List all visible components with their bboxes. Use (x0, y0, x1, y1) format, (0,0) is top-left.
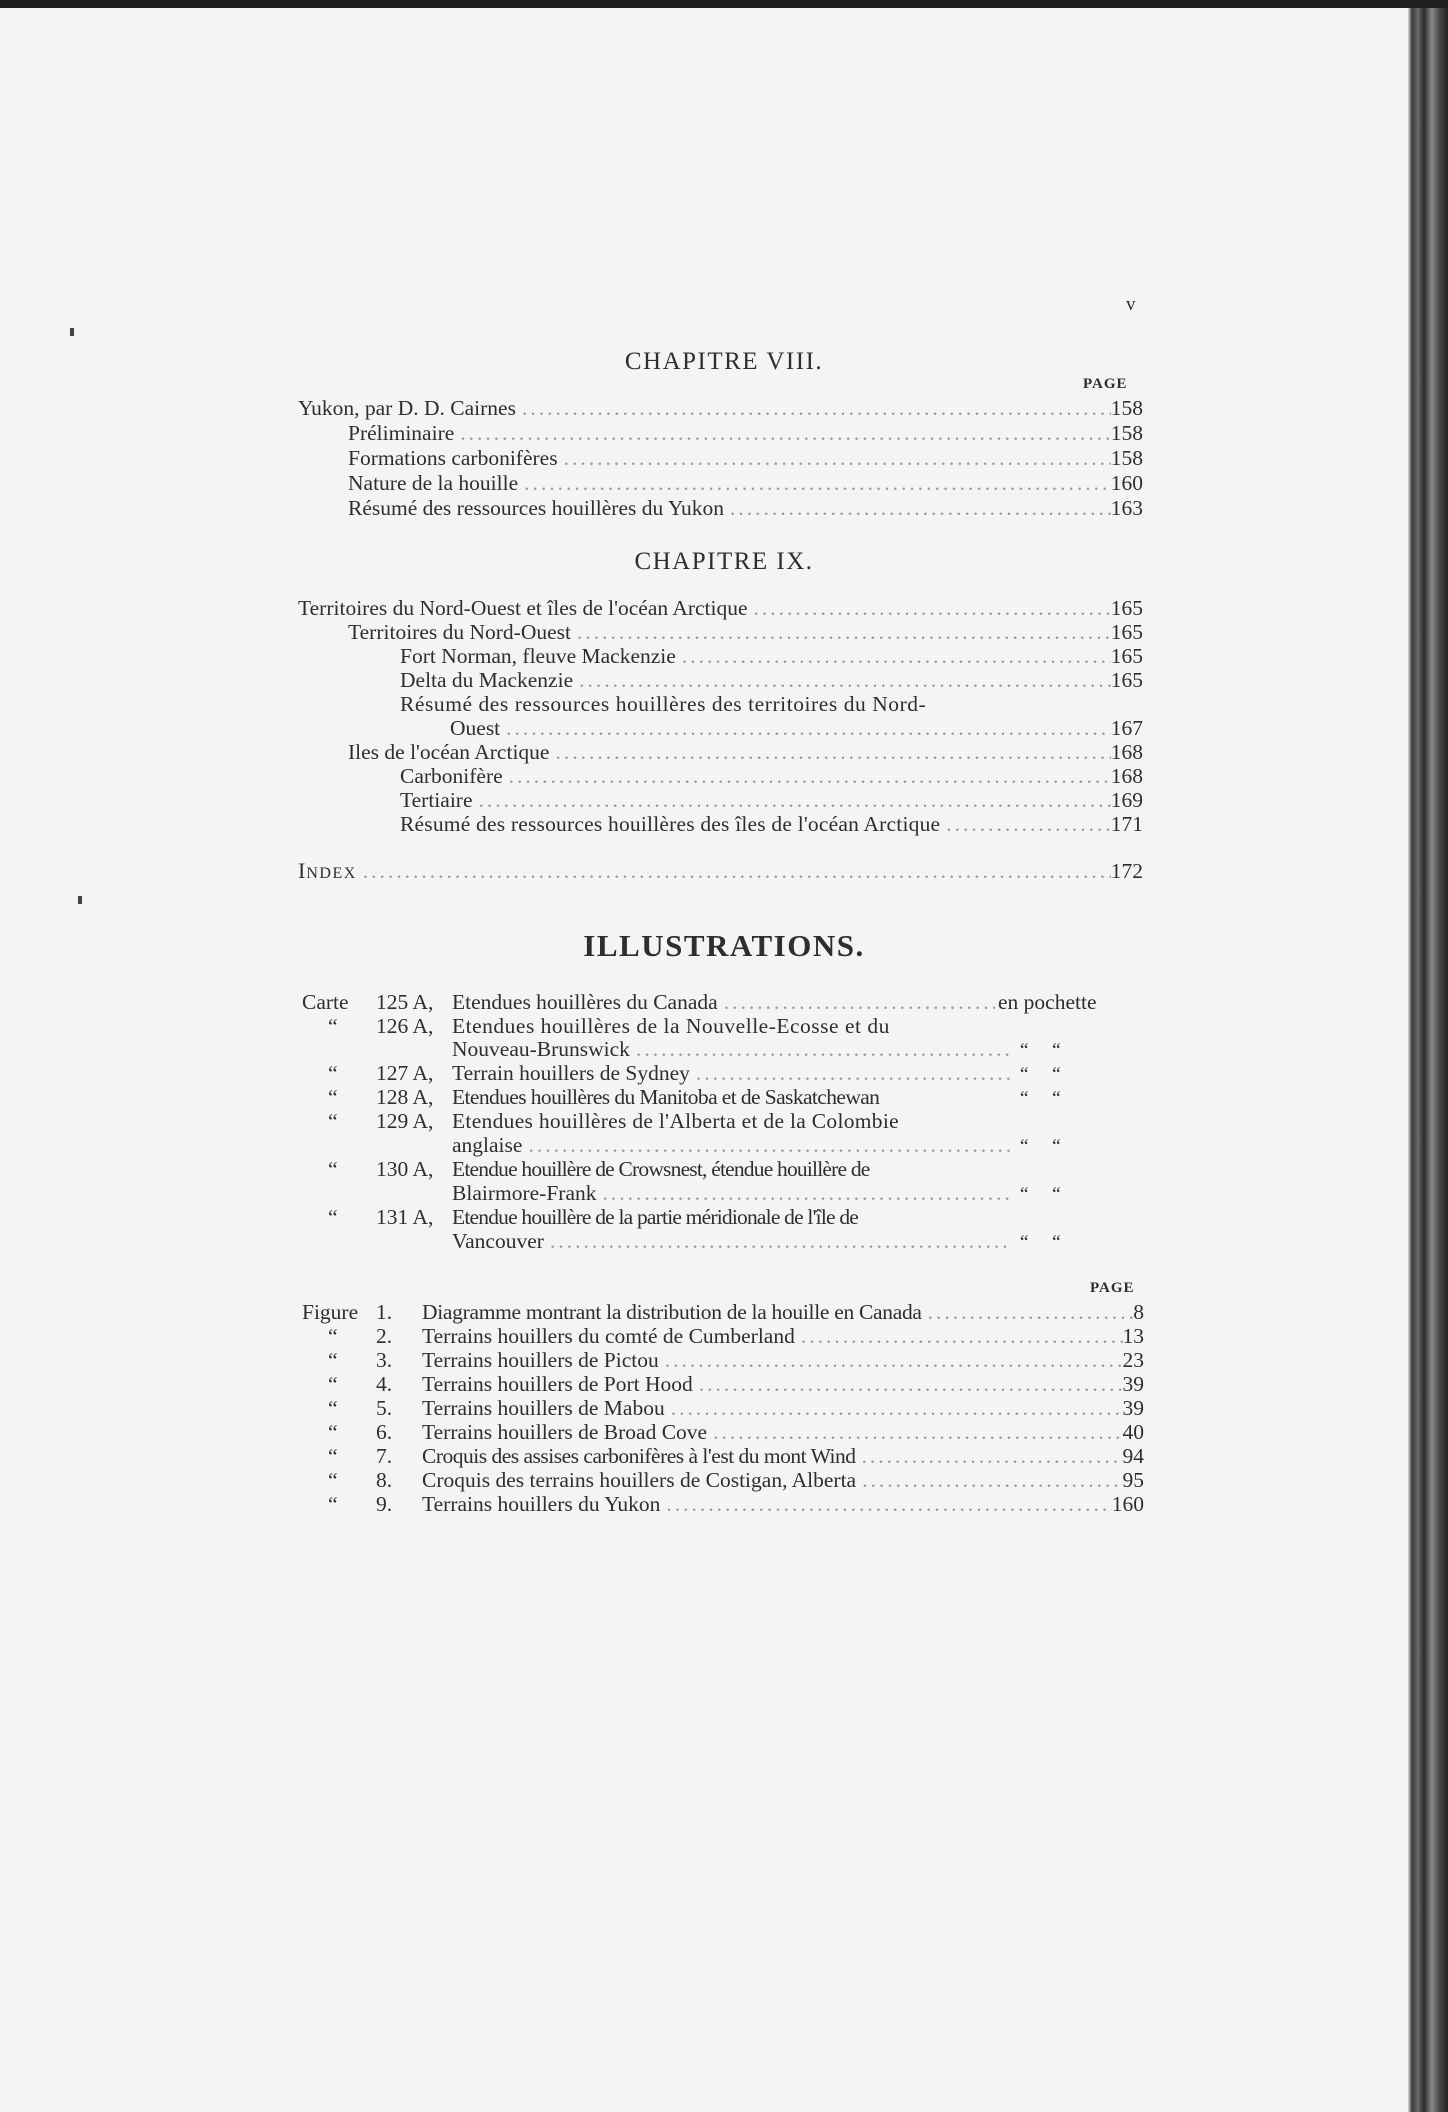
toc-entry[interactable] (348, 740, 1143, 765)
toc-entry[interactable] (400, 764, 1143, 789)
figure-title: Terrains houillers de Mabou (422, 1396, 665, 1420)
dot-leader (707, 1420, 1122, 1445)
figure-number: 8. (376, 1468, 393, 1492)
dot-leader (549, 740, 1110, 765)
dot-leader (856, 1444, 1123, 1469)
toc-entry-page: 165 (1110, 668, 1143, 692)
map-label: Carte (302, 990, 349, 1014)
map-title: Blairmore-Frank (452, 1181, 597, 1205)
dot-leader (630, 1037, 1012, 1062)
figure-page: 39 (1122, 1396, 1144, 1420)
figure-label: “ (328, 1348, 338, 1372)
toc-entry[interactable] (400, 812, 1143, 837)
figure-entry[interactable] (422, 1492, 1144, 1517)
map-label: “ (328, 1205, 338, 1229)
toc-entry-title: Résumé des ressources houillères du Yukon (348, 496, 724, 520)
toc-entry-title: Résumé des ressources houillères des îles de l'océan Arctique (400, 812, 941, 836)
dot-leader (724, 496, 1111, 521)
toc-entry-page: 158 (1110, 421, 1143, 445)
map-location: “ “ (1020, 1040, 1061, 1061)
map-number: 127 A, (376, 1061, 434, 1085)
dot-leader (676, 644, 1111, 669)
map-location: “ “ (1020, 1088, 1061, 1109)
toc-entry-title: Formations carbonifères (348, 446, 558, 470)
chapter-8-title: CHAPITRE VIII. (624, 348, 824, 375)
dot-leader (922, 1300, 1134, 1325)
figure-page: 23 (1122, 1348, 1144, 1372)
figure-number: 5. (376, 1396, 393, 1420)
map-title[interactable]: Etendue houillère de Crowsnest, étendue houillère de (452, 1157, 870, 1181)
toc-entry-index[interactable] (298, 858, 1143, 883)
map-label: “ (328, 1085, 338, 1109)
dot-leader (573, 668, 1111, 693)
figure-page: 95 (1122, 1468, 1144, 1492)
toc-entry-title: INDEX (298, 858, 357, 883)
toc-entry-title: Territoires du Nord-Ouest et îles de l'océan Arctique (298, 596, 748, 620)
map-number: 130 A, (376, 1157, 434, 1181)
figure-entry[interactable] (422, 1372, 1144, 1397)
page-number: v (1126, 294, 1136, 315)
figure-entry[interactable] (422, 1324, 1144, 1349)
toc-entry[interactable] (450, 716, 1143, 741)
toc-entry-page: 167 (1110, 716, 1143, 740)
dot-leader (660, 1492, 1111, 1517)
dot-leader (856, 1468, 1122, 1493)
figure-title: Croquis des assises carbonifères à l'est du mont Wind (422, 1444, 856, 1468)
map-title: Vancouver (452, 1229, 544, 1253)
toc-entry[interactable] (348, 446, 1143, 471)
dot-leader (500, 716, 1111, 741)
map-number: 131 A, (376, 1205, 434, 1229)
map-entry[interactable] (452, 990, 995, 1015)
figure-entry[interactable] (422, 1348, 1144, 1373)
toc-entry-title[interactable]: Résumé des ressources houillères des territoires du Nord- (400, 692, 927, 716)
dot-leader (516, 396, 1111, 421)
figure-title: Terrains houillers de Port Hood (422, 1372, 693, 1396)
dot-leader (518, 471, 1111, 496)
map-entry[interactable] (452, 1061, 1012, 1086)
figure-title: Terrains houillers de Pictou (422, 1348, 659, 1372)
toc-entry-title: Delta du Mackenzie (400, 668, 574, 692)
toc-entry-page: 169 (1110, 788, 1143, 812)
figure-label: Figure (302, 1300, 359, 1324)
toc-entry-page: 158 (1110, 446, 1143, 470)
toc-entry-page: 165 (1110, 644, 1143, 668)
figure-entry[interactable] (422, 1468, 1144, 1493)
map-number: 128 A, (376, 1085, 434, 1109)
toc-entry-title: Territoires du Nord-Ouest (348, 620, 571, 644)
figure-number: 1. (376, 1300, 393, 1324)
dot-leader (571, 620, 1111, 645)
figure-title: Diagramme montrant la distribution de la houille en Canada (422, 1300, 922, 1324)
book-page-edge (1408, 8, 1448, 2112)
figure-title: Croquis des terrains houillers de Costigan, Alberta (422, 1468, 857, 1492)
map-entry[interactable] (452, 1181, 1012, 1206)
figure-label: “ (328, 1324, 338, 1348)
map-entry[interactable] (452, 1229, 1012, 1254)
map-title: Terrain houillers de Sydney (452, 1061, 690, 1085)
page-column-header: PAGE (1090, 1280, 1135, 1296)
map-label: “ (328, 1014, 338, 1038)
toc-entry[interactable] (400, 788, 1143, 813)
figure-number: 7. (376, 1444, 393, 1468)
toc-entry-title: Carbonifère (400, 764, 503, 788)
toc-entry[interactable] (348, 471, 1143, 496)
dot-leader (659, 1348, 1123, 1373)
figure-label: “ (328, 1444, 338, 1468)
map-entry[interactable] (452, 1133, 1012, 1158)
map-label: “ (328, 1157, 338, 1181)
toc-entry[interactable] (348, 421, 1143, 446)
figure-page: 13 (1122, 1324, 1144, 1348)
dot-leader (665, 1396, 1123, 1421)
dot-leader (558, 446, 1111, 471)
toc-entry-title: Iles de l'océan Arctique (348, 740, 550, 764)
toc-entry-title: Nature de la houille (348, 471, 519, 495)
scan-speck (78, 896, 82, 904)
toc-entry-page: 168 (1110, 740, 1143, 764)
figure-page: 160 (1111, 1492, 1144, 1516)
dot-leader (522, 1133, 1012, 1158)
map-title[interactable]: Etendues houillères du Manitoba et de Saskatchewan (452, 1085, 880, 1109)
figure-entry[interactable] (422, 1444, 1144, 1469)
figure-label: “ (328, 1396, 338, 1420)
illustrations-heading: ILLUSTRATIONS. (583, 928, 865, 963)
figure-number: 4. (376, 1372, 393, 1396)
figure-entry[interactable] (422, 1420, 1144, 1445)
dot-leader (748, 596, 1111, 621)
map-title: Etendues houillères du Canada (452, 990, 718, 1014)
figure-label: “ (328, 1372, 338, 1396)
map-title: Nouveau-Brunswick (452, 1037, 630, 1061)
page-column-header: PAGE (1083, 376, 1128, 392)
toc-entry-title: Ouest (450, 716, 501, 740)
toc-entry-title: Yukon, par D. D. Cairnes (298, 396, 516, 420)
figure-number: 3. (376, 1348, 393, 1372)
figure-label: “ (328, 1492, 338, 1516)
toc-entry-page: 165 (1110, 596, 1143, 620)
figure-number: 6. (376, 1420, 393, 1444)
toc-entry-page: 158 (1110, 396, 1143, 420)
figure-number: 2. (376, 1324, 393, 1348)
figure-page: 94 (1122, 1444, 1144, 1468)
dot-leader (597, 1181, 1013, 1206)
figure-label: “ (328, 1468, 338, 1492)
map-title[interactable]: Etendues houillères de la Nouvelle-Ecosse et du (452, 1014, 890, 1038)
map-label: “ (328, 1109, 338, 1133)
map-location: en pochette (998, 990, 1097, 1014)
toc-entry[interactable] (298, 596, 1143, 621)
figure-title: Terrains houillers du Yukon (422, 1492, 661, 1516)
scan-speck (70, 328, 74, 336)
toc-entry-title: Fort Norman, fleuve Mackenzie (400, 644, 676, 668)
map-number: 126 A, (376, 1014, 434, 1038)
dot-leader (693, 1372, 1123, 1397)
map-location: “ “ (1020, 1064, 1061, 1085)
figure-entry[interactable] (422, 1396, 1144, 1421)
dot-leader (718, 990, 995, 1015)
figure-title: Terrains houillers de Broad Cove (422, 1420, 708, 1444)
figure-page: 40 (1122, 1420, 1144, 1444)
map-entry[interactable] (452, 1037, 1012, 1062)
dot-leader (690, 1061, 1012, 1086)
figure-entry[interactable] (422, 1300, 1144, 1325)
map-location: “ “ (1020, 1232, 1061, 1253)
chapter-9-title: CHAPITRE IX. (634, 548, 814, 575)
map-number: 125 A, (376, 990, 434, 1014)
map-number: 129 A, (376, 1109, 434, 1133)
dot-leader (454, 421, 1110, 446)
toc-entry-page: 168 (1110, 764, 1143, 788)
toc-entry-page: 160 (1110, 471, 1143, 495)
toc-entry-page: 165 (1110, 620, 1143, 644)
toc-entry[interactable] (348, 496, 1143, 521)
map-title[interactable]: Etendue houillère de la partie méridionale de l'île de (452, 1205, 859, 1229)
figure-title: Terrains houillers du comté de Cumberland (422, 1324, 795, 1348)
toc-entry-page: 172 (1110, 859, 1143, 883)
dot-leader (503, 764, 1111, 789)
figure-page: 8 (1133, 1300, 1144, 1324)
map-label: “ (328, 1061, 338, 1085)
toc-entry-title: Tertiaire (400, 788, 473, 812)
dot-leader (473, 788, 1111, 813)
dot-leader (544, 1229, 1012, 1254)
toc-entry[interactable] (400, 644, 1143, 669)
toc-entry-page: 171 (1110, 812, 1143, 836)
toc-entry[interactable] (400, 668, 1143, 693)
figure-page: 39 (1122, 1372, 1144, 1396)
toc-entry-title: Préliminaire (348, 421, 455, 445)
map-location: “ “ (1020, 1184, 1061, 1205)
dot-leader (940, 812, 1110, 837)
map-title[interactable]: Etendues houillères de l'Alberta et de la Colombie (452, 1109, 899, 1133)
scan-top-border (0, 0, 1448, 8)
dot-leader (357, 859, 1111, 884)
toc-entry[interactable] (298, 396, 1143, 421)
toc-entry[interactable] (348, 620, 1143, 645)
toc-entry-page: 163 (1110, 496, 1143, 520)
figure-number: 9. (376, 1492, 393, 1516)
figure-label: “ (328, 1420, 338, 1444)
map-location: “ “ (1020, 1136, 1061, 1157)
map-title: anglaise (452, 1133, 523, 1157)
dot-leader (795, 1324, 1123, 1349)
